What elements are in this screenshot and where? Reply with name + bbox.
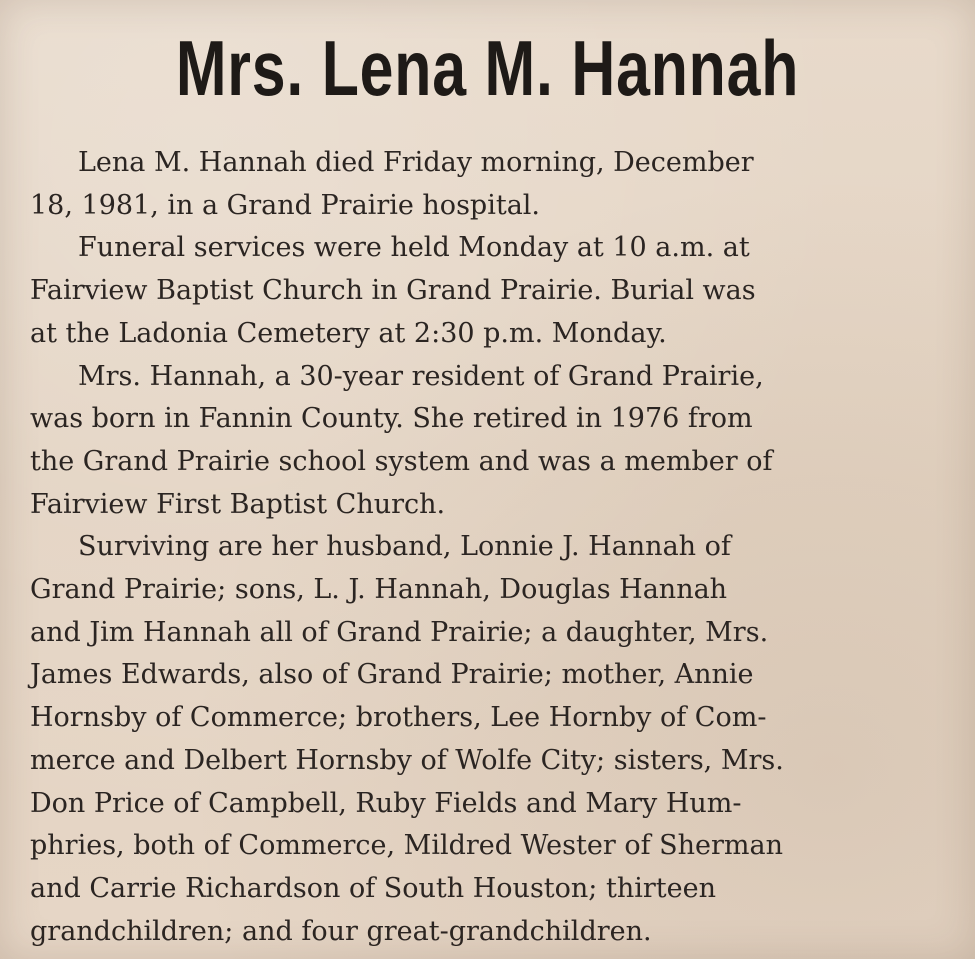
paragraph-death-notice (30, 142, 945, 227)
text-line: Grand Prairie; sons, L. J. Hannah, Douglas Hannah (30, 574, 728, 606)
paragraph-survivors (30, 526, 945, 953)
text-line: Surviving are her husband, Lonnie J. Hannah of (78, 531, 731, 563)
text-line: at the Ladonia Cemetery at 2:30 p.m. Monday. (30, 317, 667, 349)
text-line: the Grand Prairie school system and was a member of (30, 445, 773, 477)
text-line: and Carrie Richardson of South Houston; thirteen (30, 872, 716, 904)
text-line: Fairview Baptist Church in Grand Prairie. Burial was (30, 275, 756, 307)
paragraph-biography (30, 356, 945, 527)
text-line: Fairview First Baptist Church. (30, 488, 446, 520)
text-line: grandchildren; and four great-grandchildren. (30, 915, 652, 947)
text-line: merce and Delbert Hornsby of Wolfe City; sisters, Mrs. (30, 744, 784, 776)
text-line: Funeral services were held Monday at 10 a.m. at (78, 232, 750, 264)
obituary-body (30, 142, 945, 953)
text-line: 18, 1981, in a Grand Prairie hospital. (30, 189, 541, 221)
text-line: James Edwards, also of Grand Prairie; mother, Annie (30, 659, 754, 691)
obituary-headline: Mrs. Lena M. Hannah (175, 24, 800, 112)
text-line: Don Price of Campbell, Ruby Fields and Mary Hum- (30, 787, 742, 819)
text-line: Hornsby of Commerce; brothers, Lee Hornby of Com- (30, 702, 767, 734)
text-line: Lena M. Hannah died Friday morning, December (78, 147, 754, 178)
text-line: and Jim Hannah all of Grand Prairie; a daughter, Mrs. (30, 616, 769, 648)
text-line: was born in Fannin County. She retired in 1976 from (30, 403, 753, 435)
text-line: phries, both of Commerce, Mildred Wester of Sherman (30, 830, 784, 862)
paragraph-funeral-services (30, 227, 945, 355)
text-line: Mrs. Hannah, a 30-year resident of Grand Prairie, (78, 360, 764, 392)
